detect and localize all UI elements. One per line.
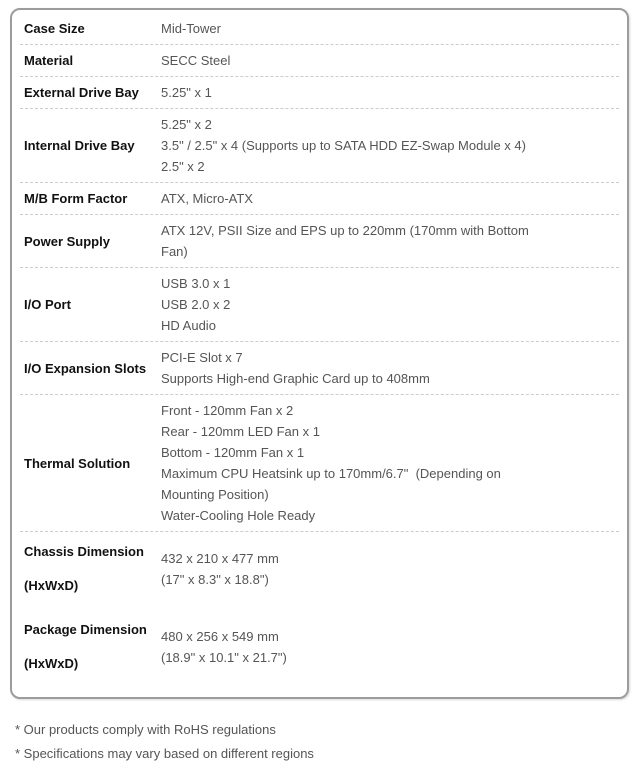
row-label-line2: (HxWxD) [24, 656, 79, 671]
row-value [161, 188, 615, 209]
value-line: USB 3.0 x 1 [161, 276, 231, 291]
table-row-chassis-dimension [20, 531, 619, 605]
footnote-rohs: * Our products comply with RoHS regulations [15, 722, 276, 737]
row-value [161, 82, 615, 103]
table-row-io-expansion-slots [20, 341, 619, 394]
row-value [161, 347, 615, 389]
row-label: I/O Port [24, 297, 71, 312]
value-line: 3.5" / 2.5" x 4 (Supports up to SATA HDD EZ-Swap Module x 4) [161, 138, 526, 153]
value-line: Maximum CPU Heatsink up to 170mm/6.7" (Depending on [161, 466, 501, 481]
table-row-material [20, 44, 619, 76]
value-line: (17" x 8.3" x 18.8") [161, 571, 269, 587]
value-line: ATX, Micro-ATX [161, 191, 253, 206]
value-line: HD Audio [161, 318, 216, 333]
value-line: ATX 12V, PSII Size and EPS up to 220mm (170mm with Bottom [161, 223, 529, 238]
row-label-line1: Package Dimension [24, 622, 147, 637]
row-label [24, 541, 161, 596]
value-line: (18.9" x 10.1" x 21.7") [161, 649, 287, 665]
table-row-thermal-solution [20, 394, 619, 531]
table-row-internal-drive-bay [20, 108, 619, 182]
footnotes [15, 718, 638, 766]
row-label-line2: (HxWxD) [24, 578, 79, 593]
value-line: USB 2.0 x 2 [161, 297, 231, 312]
row-label-line1: Chassis Dimension [24, 544, 144, 559]
row-label: External Drive Bay [24, 85, 139, 100]
row-value [161, 114, 615, 177]
value-line: Bottom - 120mm Fan x 1 [161, 445, 305, 460]
value-line: Front - 120mm Fan x 2 [161, 403, 294, 418]
row-value [161, 220, 615, 262]
row-label: M/B Form Factor [24, 191, 128, 206]
row-value [161, 18, 615, 39]
row-value [161, 626, 615, 668]
table-row-case-size [20, 13, 619, 44]
value-line: PCI-E Slot x 7 [161, 350, 243, 365]
value-line: Mounting Position) [161, 487, 269, 502]
footnote-regions: * Specifications may vary based on different regions [15, 746, 314, 761]
value-line: Supports High-end Graphic Card up to 408mm [161, 371, 430, 386]
row-label: Thermal Solution [24, 455, 131, 471]
row-label: Power Supply [24, 233, 110, 249]
value-line: Fan) [161, 244, 188, 259]
value-line: 5.25" x 1 [161, 85, 212, 100]
row-label: Material [24, 53, 74, 68]
spec-table [10, 8, 629, 699]
row-value [161, 548, 615, 590]
row-label: I/O Expansion Slots [24, 360, 147, 376]
value-line: 480 x 256 x 549 mm [161, 628, 279, 644]
row-value [161, 50, 615, 71]
value-line: 432 x 210 x 477 mm [161, 550, 279, 566]
table-row-io-port [20, 267, 619, 341]
value-line: Mid-Tower [161, 21, 221, 36]
value-line: Water-Cooling Hole Ready [161, 508, 316, 523]
value-line: Rear - 120mm LED Fan x 1 [161, 424, 320, 439]
table-row-package-dimension [20, 605, 619, 694]
value-line: SECC Steel [161, 53, 231, 68]
value-line: 2.5" x 2 [161, 159, 205, 174]
row-label [24, 619, 161, 674]
row-label: Case Size [24, 21, 85, 36]
row-value [161, 400, 615, 526]
table-row-mb-form-factor [20, 182, 619, 214]
table-row-power-supply [20, 214, 619, 267]
row-value [161, 273, 615, 336]
value-line: 5.25" x 2 [161, 117, 212, 132]
table-row-external-drive-bay [20, 76, 619, 108]
row-label: Internal Drive Bay [24, 138, 135, 153]
